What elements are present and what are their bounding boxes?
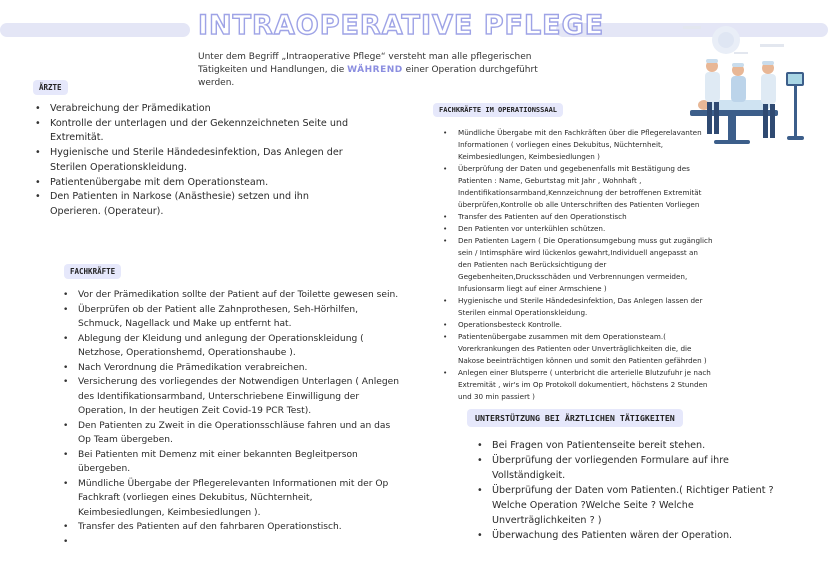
section-heading-unterstuetzung: UNTERSTÜTZUNG BEI ÄRZTLICHEN TÄTIGKEITEN — [467, 409, 683, 427]
list-operationssaal — [441, 127, 713, 403]
list-item: • Überprüfung der vorliegenden Formulare auf ihre Vollständigkeit. — [475, 453, 785, 483]
list-item: • Hygienische und Sterile Händedesinfektion, Das Anlegen der Sterilen Operationskleidung. — [33, 146, 353, 175]
header-band-left — [0, 23, 190, 37]
list-item: • Mündliche Übergabe mit den Fachkräften über die Pflegerelavanten Informationen ( vorliegen eines Dekubitus, Nüchternheit, Keimbesiedlungen, Keimbesiedlungen ) — [441, 127, 713, 163]
list-item: • Überwachung des Patienten wären der Operation. — [475, 528, 785, 543]
intro-text — [198, 51, 558, 90]
intro-text-before: Unter dem Begriff „Intraoperative Pflege“ versteht man alle pflegerischen Tätigkeiten und Handlungen, die — [198, 52, 532, 75]
list-item: • Vor der Prämedikation sollte der Patient auf der Toilette gewesen sein. — [61, 288, 401, 303]
list-item: • Mündliche Übergabe der Pflegerelevanten Informationen mit der Op Fachkraft (vorliegen eines Dekubitus, Nüchternheit, Keimbesiedlungen, Keimbesiedlungen ). — [61, 477, 401, 521]
page-title: INTRAOPERATIVE PFLEGE — [198, 10, 605, 41]
list-item: • Transfer des Patienten auf den Operationstisch — [441, 211, 713, 223]
list-item: • Patientenübergabe mit dem Operationsteam. — [33, 176, 353, 191]
intro-text-after: einer Operation durchgeführt werden. — [198, 65, 538, 88]
section-heading-fachkraefte: FACHKRÄFTE — [64, 264, 121, 279]
list-arzte — [33, 102, 353, 220]
list-item: • Bei Fragen von Patientenseite bereit stehen. — [475, 438, 785, 453]
list-item: • Den Patienten Lagern ( Die Operationsumgebung muss gut zugänglich sein / Intimsphäre wird lückenlos gewahrt,Individuell angepasst an den Patienten nach Berücksichtigung der Gegebenheiten,Drucksschäden und Verbrennungen vermeiden, Infusionsarm liegt auf einer Armschiene ) — [441, 235, 713, 295]
list-item — [61, 535, 401, 549]
list-item: • Operationsbesteck Kontrolle. — [441, 319, 713, 331]
section-heading-arzte: ÄRZTE — [33, 80, 68, 95]
list-fachkraefte — [61, 288, 401, 549]
list-item: • Bei Patienten mit Demenz mit einer bekannten Begleitperson übergeben. — [61, 448, 401, 477]
list-item: • Überprüfung der Daten und gegebenenfalls mit Bestätigung des Patienten : Name, Geburtstag mit Jahr , Wohnhaft , Indentifikationsarmband,Kennzeichnung der betroffenen Extremität überprüfen,Kontrolle ob alle Unterschriften des Patienten Vorliegen — [441, 163, 713, 211]
surgery-team-illustration — [668, 14, 818, 152]
list-item: • Anlegen einer Blutsperre ( unterbricht die arterielle Blutzufuhr je nach Extremität , wir's im Op Protokoll dokumentiert, höchstens 2 Stunden und 30 min passiert ) — [441, 367, 713, 403]
section-heading-operationssaal: FACHKRÄFTE IM OPERATIONSSAAL — [433, 103, 563, 117]
intro-highlight: WÄHREND — [347, 65, 403, 75]
list-item: • Überprüfung der Daten vom Patienten.( Richtiger Patient ? Welche Operation ?Welche Seite ? Welche Unverträglichkeiten ? ) — [475, 483, 785, 528]
list-item: • Hygienische und Sterile Händedesinfektion, Das Anlegen lassen der Sterilen einmal Operationskleidung. — [441, 295, 713, 319]
list-unterstuetzung — [475, 438, 785, 543]
list-item: • Überprüfen ob der Patient alle Zahnprothesen, Seh-Hörhilfen, Schmuck, Nagellack und Make up entfernt hat. — [61, 303, 401, 332]
list-item: • Kontrolle der unterlagen und der Gekennzeichneten Seite und Extremität. — [33, 117, 353, 146]
list-item: • Den Patienten vor unterkühlen schützen. — [441, 223, 713, 235]
list-item: • Nach Verordnung die Prämedikation verabreichen. — [61, 361, 401, 376]
list-item: • Ablegung der Kleidung und anlegung der Operationskleidung ( Netzhose, Operationshemd, Operationshaube ). — [61, 332, 401, 361]
list-item: • Den Patienten in Narkose (Anästhesie) setzen und ihn Operieren. (Operateur). — [33, 190, 353, 219]
list-item: • Patientenübergabe zusammen mit dem Operationsteam.( Vorerkrankungen des Patienten oder Unverträglichkeiten die, die Nakose beeinträchtigen können und somit den Patienten gefährden ) — [441, 331, 713, 367]
list-item: • Versicherung des vorliegendes der Notwendigen Unterlagen ( Anlegen des Identifikationsarmband, Unterschriebene Einwilligung der Operation, In der heutigen Zeit Covid-19 PCR Test). — [61, 375, 401, 419]
list-item: • Den Patienten zu Zweit in die Operationsschläuse fahren und an das Op Team übergeben. — [61, 419, 401, 448]
list-item: • Transfer des Patienten auf den fahrbaren Operationstisch. — [61, 520, 401, 535]
list-item: • Verabreichung der Prämedikation — [33, 102, 353, 117]
